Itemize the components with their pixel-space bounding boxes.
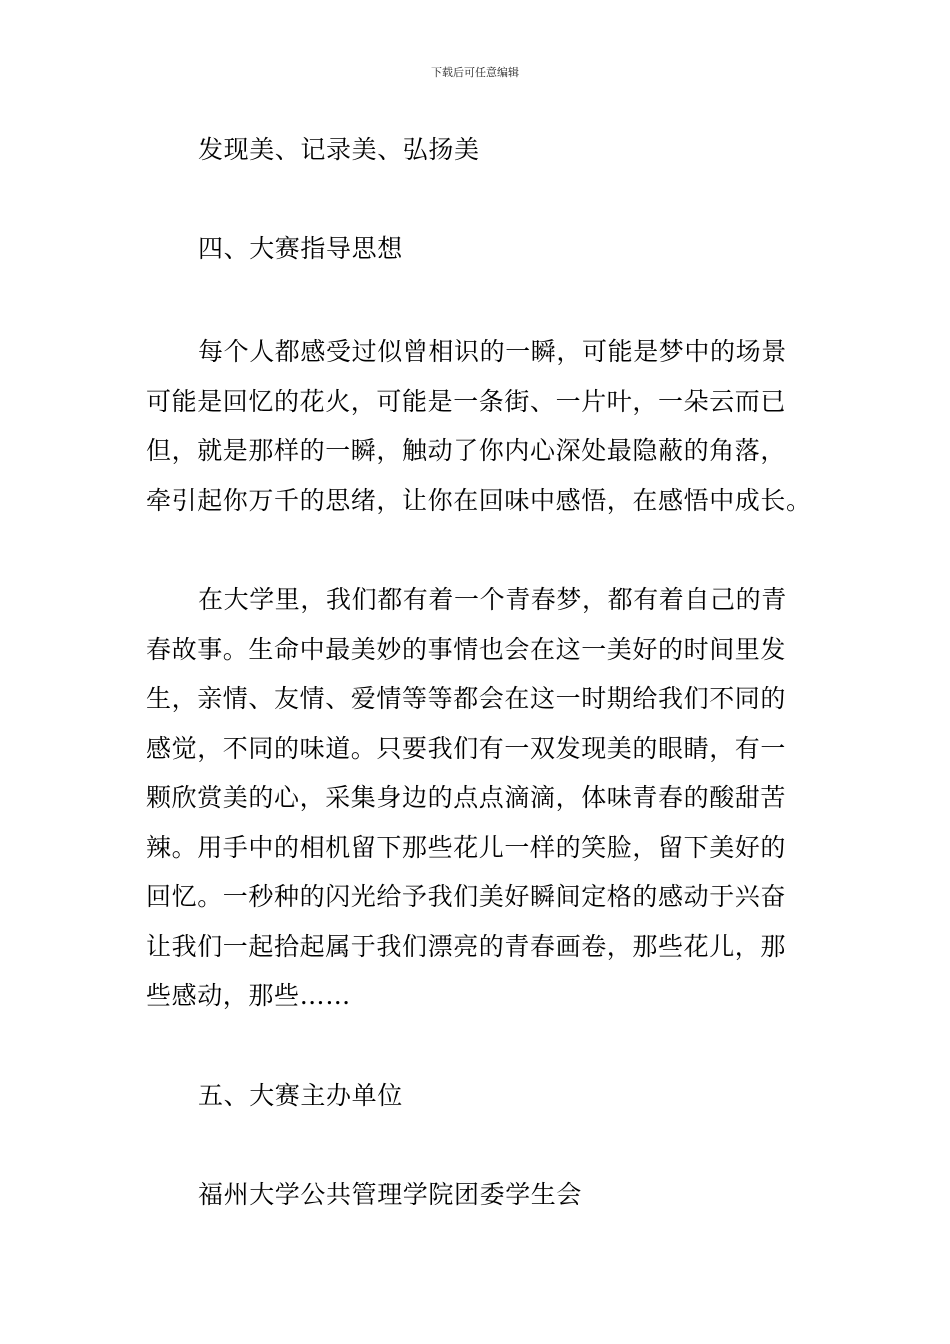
paragraph-1-line: 每个人都感受过似曾相识的一瞬，可能是梦中的场景	[198, 337, 787, 366]
theme-line-block	[146, 125, 806, 175]
paragraph-2-line: 回忆。一秒种的闪光给予我们美好瞬间定格的感动于兴奋	[146, 882, 787, 911]
section-4-heading-block	[146, 224, 806, 274]
paragraph-1-line: 可能是回忆的花火，可能是一条街、一片叶，一朵云而已	[146, 386, 787, 416]
page-header-note: 下载后可任意编辑	[431, 66, 519, 79]
theme-line: 发现美、记录美、弘扬美	[198, 135, 480, 164]
section-5-heading: 五、大赛主办单位	[198, 1081, 403, 1110]
section-5-heading-block	[146, 1071, 806, 1121]
paragraph-2-line: 颗欣赏美的心，采集身边的点点滴滴，体味青春的酸甜苦	[146, 783, 787, 812]
organizer-name: 福州大学公共管理学院团委学生会	[198, 1180, 583, 1209]
paragraph-1	[146, 327, 812, 525]
section-4-heading: 四、大赛指导思想	[198, 234, 403, 263]
paragraph-2-line: 生，亲情、友情、爱情等等都会在这一时期给我们不同的	[146, 684, 787, 713]
paragraph-2	[146, 575, 806, 1021]
organizer-block	[146, 1170, 806, 1220]
paragraph-2-line: 春故事。生命中最美妙的事情也会在这一美好的时间里发	[146, 634, 787, 664]
paragraph-2-line: 辣。用手中的相机留下那些花儿一样的笑脸，留下美好的	[146, 832, 787, 862]
paragraph-2-line: 感觉，不同的味道。只要我们有一双发现美的眼睛，有一	[146, 733, 787, 763]
paragraph-1-line: 牵引起你万千的思绪，让你在回味中感悟，在感悟中成长。	[146, 485, 812, 515]
paragraph-2-line: 在大学里，我们都有着一个青春梦，都有着自己的青	[198, 585, 787, 614]
paragraph-1-line: 但，就是那样的一瞬，触动了你内心深处最隐蔽的角落，	[146, 436, 787, 465]
paragraph-2-line: 让我们一起拾起属于我们漂亮的青春画卷，那些花儿，那	[146, 931, 787, 961]
paragraph-2-line: 些感动，那些……	[146, 981, 351, 1010]
